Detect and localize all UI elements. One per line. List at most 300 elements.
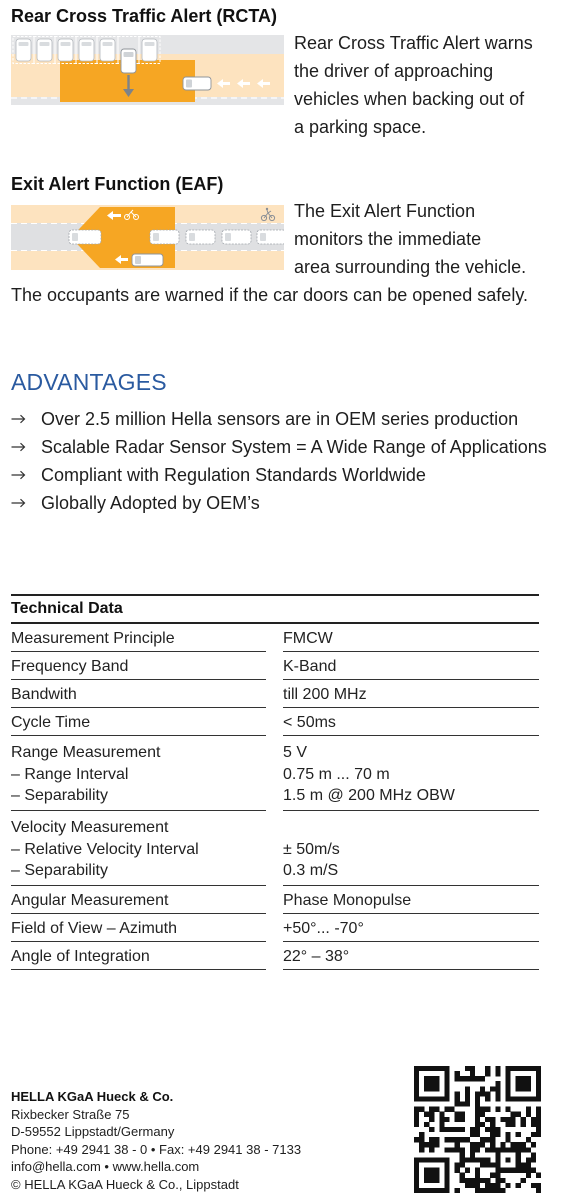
- qr-module: [450, 1147, 455, 1152]
- qr-module: [526, 1137, 531, 1142]
- qr-module: [521, 1147, 526, 1152]
- qr-module: [526, 1096, 531, 1101]
- qr-module: [414, 1137, 419, 1142]
- list-item-text: Scalable Radar Sensor System = A Wide Range of Applications: [41, 437, 547, 457]
- qr-module: [475, 1122, 480, 1127]
- qr-module: [500, 1178, 505, 1183]
- qr-module: [511, 1066, 516, 1071]
- qr-module: [444, 1107, 449, 1112]
- qr-module: [521, 1081, 526, 1086]
- qr-module: [495, 1178, 500, 1183]
- qr-module: [419, 1107, 424, 1112]
- qr-module: [495, 1152, 500, 1157]
- qr-module: [424, 1112, 429, 1117]
- qr-module: [455, 1137, 460, 1142]
- qr-module: [470, 1178, 475, 1183]
- qr-module: [414, 1086, 419, 1091]
- qr-module: [490, 1132, 495, 1137]
- table-row: [11, 942, 539, 970]
- qr-module: [429, 1178, 434, 1183]
- qr-module: [490, 1127, 495, 1132]
- qr-module: [444, 1183, 449, 1188]
- qr-module: [460, 1137, 465, 1142]
- eaf-line: The Exit Alert Function: [294, 201, 476, 221]
- qr-module: [414, 1081, 419, 1086]
- row-label-text: Angular Measurement: [11, 892, 169, 909]
- qr-module: [465, 1157, 470, 1162]
- qr-module: [450, 1127, 455, 1132]
- qr-module: [495, 1168, 500, 1173]
- qr-module: [470, 1127, 475, 1132]
- qr-module: [455, 1163, 460, 1168]
- qr-module: [485, 1066, 490, 1071]
- qr-module: [470, 1152, 475, 1157]
- qr-module: [505, 1071, 510, 1076]
- advantages-title: ADVANTAGES: [11, 369, 167, 395]
- qr-module: [521, 1168, 526, 1173]
- qr-module: [495, 1163, 500, 1168]
- qr-module: [414, 1066, 419, 1071]
- qr-module: [465, 1178, 470, 1183]
- row-value-text: 0.75 m ... 70 m: [283, 765, 390, 783]
- qr-module: [439, 1117, 444, 1122]
- table-row: [11, 736, 539, 811]
- qr-module: [434, 1137, 439, 1142]
- qr-module: [465, 1086, 470, 1091]
- table-row: [11, 652, 539, 680]
- qr-module: [531, 1117, 536, 1122]
- qr-module: [490, 1117, 495, 1122]
- technical-data-table: [11, 594, 539, 970]
- qr-module: [511, 1142, 516, 1147]
- qr-module: [475, 1132, 480, 1137]
- eaf-heading: Exit Alert Function (EAF): [11, 174, 224, 194]
- qr-module: [526, 1086, 531, 1091]
- qr-module: [470, 1066, 475, 1071]
- qr-module: [444, 1168, 449, 1173]
- qr-module: [414, 1076, 419, 1081]
- qr-module: [424, 1076, 429, 1081]
- qr-module: [485, 1188, 490, 1193]
- qr-module: [419, 1066, 424, 1071]
- qr-module: [455, 1112, 460, 1117]
- qr-module: [480, 1122, 485, 1127]
- qr-module: [521, 1117, 526, 1122]
- qr-module: [521, 1142, 526, 1147]
- qr-module: [444, 1147, 449, 1152]
- qr-module: [485, 1137, 490, 1142]
- qr-module: [495, 1147, 500, 1152]
- qr-module: [536, 1081, 541, 1086]
- qr-module: [485, 1163, 490, 1168]
- qr-module: [465, 1066, 470, 1071]
- qr-module: [465, 1137, 470, 1142]
- qr-module: [526, 1076, 531, 1081]
- qr-code-icon: [414, 1066, 541, 1193]
- qr-module: [444, 1086, 449, 1091]
- qr-module: [526, 1066, 531, 1071]
- arrow-right-icon: [11, 470, 26, 480]
- qr-module: [450, 1107, 455, 1112]
- row-value: [283, 942, 539, 970]
- qr-module: [521, 1076, 526, 1081]
- qr-module: [460, 1173, 465, 1178]
- row-label-text: Field of View – Azimuth: [11, 920, 178, 937]
- qr-module: [480, 1157, 485, 1162]
- qr-module: [495, 1066, 500, 1071]
- copyright: © HELLA KGaA Hueck & Co., Lippstadt: [11, 1176, 239, 1192]
- qr-module: [516, 1096, 521, 1101]
- qr-module: [516, 1066, 521, 1071]
- qr-module: [480, 1086, 485, 1091]
- qr-module: [526, 1163, 531, 1168]
- qr-module: [480, 1163, 485, 1168]
- qr-module: [485, 1091, 490, 1096]
- qr-module: [419, 1096, 424, 1101]
- qr-module: [475, 1102, 480, 1107]
- qr-module: [414, 1122, 419, 1127]
- qr-module: [475, 1168, 480, 1173]
- qr-module: [521, 1122, 526, 1127]
- qr-module: [429, 1096, 434, 1101]
- qr-module: [505, 1076, 510, 1081]
- row-label: [11, 680, 266, 708]
- qr-module: [429, 1107, 434, 1112]
- list-item-text: Compliant with Regulation Standards Worldwide: [41, 465, 426, 485]
- qr-module: [434, 1086, 439, 1091]
- qr-module: [460, 1163, 465, 1168]
- qr-module: [444, 1157, 449, 1162]
- qr-module: [505, 1122, 510, 1127]
- company-name: HELLA KGaA Hueck & Co.: [11, 1089, 174, 1104]
- qr-module: [511, 1168, 516, 1173]
- qr-module: [465, 1168, 470, 1173]
- rcta-illustration: [11, 35, 284, 105]
- qr-module: [500, 1117, 505, 1122]
- qr-module: [429, 1147, 434, 1152]
- qr-module: [536, 1091, 541, 1096]
- qr-module: [490, 1147, 495, 1152]
- qr-module: [500, 1147, 505, 1152]
- rcta-description: [294, 29, 533, 141]
- qr-module: [465, 1183, 470, 1188]
- qr-module: [480, 1107, 485, 1112]
- qr-module: [536, 1096, 541, 1101]
- approaching-car: [183, 77, 211, 90]
- qr-module: [495, 1127, 500, 1132]
- qr-module: [460, 1102, 465, 1107]
- row-label-text: – Separability: [11, 862, 108, 879]
- rcta-line: Rear Cross Traffic Alert warns: [294, 33, 533, 53]
- qr-module: [419, 1132, 424, 1137]
- qr-module: [485, 1117, 490, 1122]
- qr-module: [444, 1066, 449, 1071]
- qr-module: [424, 1081, 429, 1086]
- row-label-text: Range Measurement: [11, 744, 161, 761]
- qr-module: [434, 1168, 439, 1173]
- arrow-right-icon: [11, 442, 26, 452]
- qr-module: [424, 1122, 429, 1127]
- qr-module: [475, 1178, 480, 1183]
- qr-module: [490, 1173, 495, 1178]
- qr-module: [495, 1091, 500, 1096]
- qr-module: [490, 1142, 495, 1147]
- qr-module: [424, 1173, 429, 1178]
- qr-module: [521, 1178, 526, 1183]
- address-line: Rixbecker Straße 75: [11, 1106, 130, 1122]
- qr-module: [505, 1107, 510, 1112]
- row-label: [11, 652, 266, 680]
- qr-module: [429, 1066, 434, 1071]
- list-item: [11, 433, 547, 461]
- row-value-text: ± 50m/s: [283, 840, 340, 858]
- qr-module: [505, 1066, 510, 1071]
- qr-module: [536, 1071, 541, 1076]
- qr-module: [429, 1173, 434, 1178]
- qr-module: [444, 1076, 449, 1081]
- qr-module: [480, 1178, 485, 1183]
- qr-module: [516, 1086, 521, 1091]
- qr-module: [516, 1157, 521, 1162]
- qr-module: [531, 1096, 536, 1101]
- qr-module: [455, 1188, 460, 1193]
- qr-module: [444, 1127, 449, 1132]
- qr-module: [490, 1188, 495, 1193]
- qr-module: [455, 1168, 460, 1173]
- row-label-text: – Separability: [11, 787, 108, 804]
- row-value: [283, 886, 539, 914]
- qr-module: [480, 1112, 485, 1117]
- qr-module: [495, 1183, 500, 1188]
- qr-module: [444, 1071, 449, 1076]
- qr-code: [414, 1066, 541, 1193]
- row-value-text: till 200 MHz: [283, 686, 367, 703]
- qr-module: [475, 1107, 480, 1112]
- qr-module: [485, 1127, 490, 1132]
- qr-module: [495, 1096, 500, 1101]
- qr-module: [429, 1127, 434, 1132]
- qr-module: [439, 1127, 444, 1132]
- eaf-line: monitors the immediate: [294, 229, 482, 249]
- qr-module: [485, 1178, 490, 1183]
- qr-module: [500, 1188, 505, 1193]
- qr-module: [500, 1142, 505, 1147]
- row-value-text: K-Band: [283, 658, 337, 675]
- qr-module: [419, 1188, 424, 1193]
- qr-module: [460, 1112, 465, 1117]
- qr-module: [521, 1096, 526, 1101]
- qr-module: [536, 1173, 541, 1178]
- qr-module: [475, 1096, 480, 1101]
- qr-module: [414, 1173, 419, 1178]
- qr-module: [470, 1142, 475, 1147]
- address-line: D-59552 Lippstadt/Germany: [11, 1124, 175, 1140]
- reversing-car: [121, 49, 136, 73]
- qr-module: [455, 1071, 460, 1076]
- qr-module: [439, 1096, 444, 1101]
- qr-module: [485, 1183, 490, 1188]
- qr-module: [429, 1157, 434, 1162]
- qr-module: [424, 1168, 429, 1173]
- qr-module: [439, 1066, 444, 1071]
- qr-module: [505, 1183, 510, 1188]
- qr-module: [511, 1147, 516, 1152]
- row-value-text: 22° – 38°: [283, 948, 350, 965]
- qr-module: [455, 1091, 460, 1096]
- qr-module: [470, 1071, 475, 1076]
- row-label: [11, 708, 266, 736]
- table-row: [11, 914, 539, 942]
- qr-module: [495, 1086, 500, 1091]
- row-value-text: +50°... -70°: [283, 920, 364, 937]
- qr-module: [516, 1147, 521, 1152]
- list-item-text: Globally Adopted by OEM’s: [41, 493, 260, 513]
- qr-module: [470, 1076, 475, 1081]
- qr-module: [526, 1112, 531, 1117]
- row-value-text: FMCW: [283, 630, 333, 647]
- row-label-text: Measurement Principle: [11, 630, 175, 647]
- qr-module: [505, 1157, 510, 1162]
- qr-module: [505, 1168, 510, 1173]
- qr-module: [419, 1157, 424, 1162]
- qr-module: [536, 1117, 541, 1122]
- row-label-text: Cycle Time: [11, 714, 91, 731]
- qr-module: [414, 1168, 419, 1173]
- qr-module: [526, 1107, 531, 1112]
- row-value: [283, 680, 539, 708]
- qr-module: [531, 1132, 536, 1137]
- qr-module: [475, 1157, 480, 1162]
- qr-module: [490, 1086, 495, 1091]
- qr-module: [495, 1132, 500, 1137]
- row-label: [11, 811, 266, 886]
- qr-module: [485, 1096, 490, 1101]
- advantages-list: [11, 405, 547, 517]
- eaf-line: area surrounding the vehicle.: [294, 257, 527, 277]
- row-label-text: Frequency Band: [11, 658, 129, 675]
- qr-module: [505, 1132, 510, 1137]
- qr-module: [460, 1147, 465, 1152]
- qr-module: [465, 1091, 470, 1096]
- qr-module: [414, 1096, 419, 1101]
- qr-module: [516, 1081, 521, 1086]
- qr-module: [434, 1096, 439, 1101]
- qr-module: [470, 1147, 475, 1152]
- row-label: [11, 886, 266, 914]
- qr-module: [414, 1188, 419, 1193]
- qr-module: [465, 1076, 470, 1081]
- row-label-text: Velocity Measurement: [11, 819, 169, 836]
- qr-module: [536, 1188, 541, 1193]
- qr-module: [460, 1117, 465, 1122]
- row-value-text: 1.5 m @ 200 MHz OBW: [283, 787, 455, 804]
- qr-module: [516, 1168, 521, 1173]
- row-label-text: – Range Interval: [11, 765, 129, 783]
- qr-module: [465, 1096, 470, 1101]
- qr-module: [475, 1091, 480, 1096]
- qr-module: [444, 1081, 449, 1086]
- qr-module: [521, 1163, 526, 1168]
- qr-module: [414, 1117, 419, 1122]
- qr-module: [505, 1096, 510, 1101]
- qr-module: [531, 1168, 536, 1173]
- qr-module: [470, 1132, 475, 1137]
- qr-module: [536, 1127, 541, 1132]
- qr-module: [424, 1066, 429, 1071]
- qr-module: [419, 1137, 424, 1142]
- qr-module: [429, 1112, 434, 1117]
- row-label: [11, 942, 266, 970]
- qr-module: [444, 1173, 449, 1178]
- list-item: [11, 489, 547, 517]
- qr-module: [505, 1081, 510, 1086]
- qr-module: [414, 1183, 419, 1188]
- qr-module: [511, 1117, 516, 1122]
- qr-module: [526, 1081, 531, 1086]
- qr-module: [424, 1178, 429, 1183]
- qr-module: [495, 1071, 500, 1076]
- company-address: [11, 1088, 301, 1194]
- qr-module: [424, 1096, 429, 1101]
- qr-module: [460, 1157, 465, 1162]
- qr-module: [485, 1071, 490, 1076]
- row-value: [283, 624, 539, 652]
- row-label: [11, 624, 266, 652]
- qr-module: [424, 1086, 429, 1091]
- rcta-line: a parking space.: [294, 117, 427, 137]
- qr-module: [480, 1137, 485, 1142]
- qr-module: [429, 1117, 434, 1122]
- table-row: [11, 624, 539, 652]
- qr-module: [531, 1157, 536, 1162]
- qr-module: [536, 1183, 541, 1188]
- qr-module: [419, 1147, 424, 1152]
- arrow-right-icon: [11, 414, 26, 424]
- qr-module: [475, 1076, 480, 1081]
- qr-module: [470, 1183, 475, 1188]
- qr-module: [516, 1076, 521, 1081]
- qr-module: [439, 1122, 444, 1127]
- qr-module: [470, 1157, 475, 1162]
- qr-module: [444, 1137, 449, 1142]
- qr-module: [490, 1183, 495, 1188]
- contact-phone-fax: Phone: +49 2941 38 - 0 • Fax: +49 2941 38 - 7133: [11, 1141, 302, 1157]
- qr-module: [531, 1122, 536, 1127]
- qr-module: [505, 1086, 510, 1091]
- qr-module: [434, 1081, 439, 1086]
- qr-module: [434, 1076, 439, 1081]
- row-value: [283, 736, 539, 811]
- qr-module: [424, 1188, 429, 1193]
- row-value: [283, 914, 539, 942]
- qr-module: [516, 1112, 521, 1117]
- qr-module: [434, 1157, 439, 1162]
- arrow-right-icon: [11, 498, 26, 508]
- qr-module: [429, 1081, 434, 1086]
- qr-module: [429, 1188, 434, 1193]
- qr-module: [424, 1142, 429, 1147]
- qr-module: [485, 1157, 490, 1162]
- qr-module: [516, 1163, 521, 1168]
- qr-module: [475, 1112, 480, 1117]
- qr-module: [455, 1127, 460, 1132]
- qr-module: [475, 1183, 480, 1188]
- qr-module: [531, 1183, 536, 1188]
- qr-module: [521, 1066, 526, 1071]
- passing-car: [132, 254, 163, 266]
- qr-module: [434, 1188, 439, 1193]
- qr-module: [475, 1147, 480, 1152]
